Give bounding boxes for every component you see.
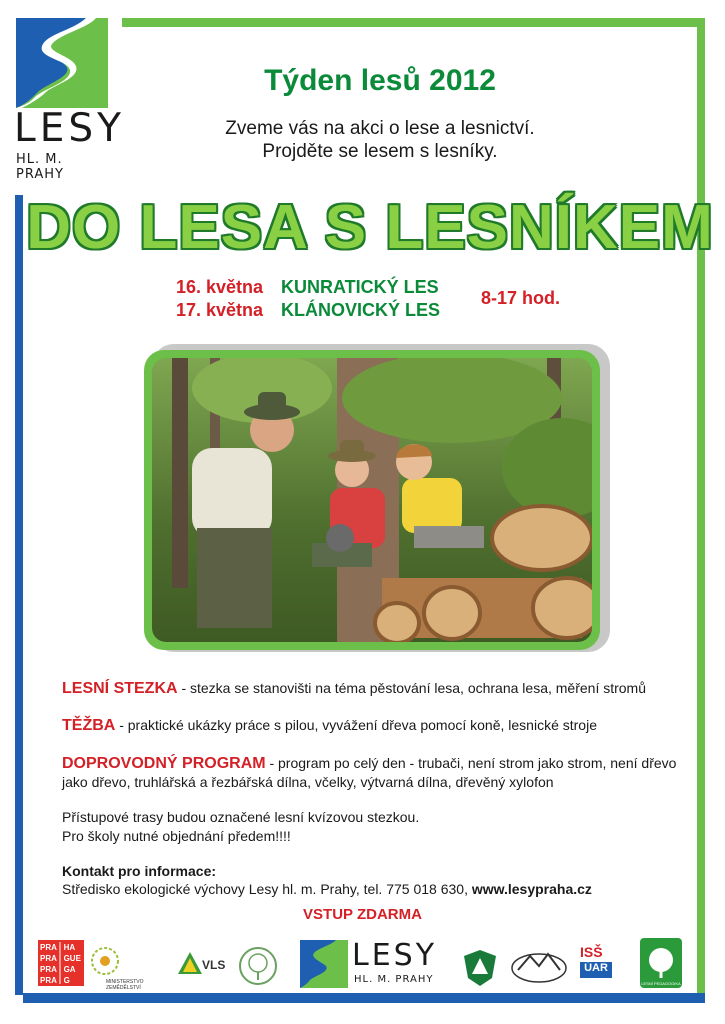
- lesy-partner-word: LESY: [352, 938, 438, 973]
- program-item-doprovodny: [62, 754, 692, 792]
- vls-triangle-icon: [178, 952, 202, 974]
- ministry-label: MINISTERSTVO ZEMĚDĚLSTVÍ: [106, 979, 144, 991]
- praha-tile: GUE: [63, 954, 81, 963]
- program-keyword: LESNÍ STEZKA: [62, 680, 178, 697]
- lesy-partner-logo: [300, 940, 440, 992]
- schedule-place-1: KUNRATICKÝ LES: [281, 277, 439, 297]
- schedule-place-2: KLÁNOVICKÝ LES: [281, 300, 441, 320]
- program-text: - praktické ukázky práce s pilou, vyvážení dřeva pomocí koně, lesnické stroje: [115, 717, 597, 733]
- lesy-partner-icon: [300, 940, 348, 988]
- shield-logo: [462, 948, 498, 988]
- contact-line: [62, 880, 692, 899]
- issuar-logo: [578, 944, 614, 988]
- praha-tile: PRA: [40, 943, 57, 952]
- contact-text: Středisko ekologické výchovy Lesy hl. m. Prahy, tel. 775 018 630,: [62, 881, 472, 897]
- note-line-1: Přístupové trasy budou označené lesní kvízovou stezkou.: [62, 809, 420, 825]
- lesni-pedagogika-label: LESNÍ PEDAGOGIKA: [641, 981, 681, 986]
- program-item-lesni-stezka: [62, 679, 692, 698]
- praha-tile: PRA: [40, 954, 57, 963]
- round-seal-logo: [238, 946, 278, 986]
- logo-subtitle: HL. M. PRAHY: [16, 152, 64, 182]
- uar-label: ÚAR: [580, 962, 612, 978]
- entry-free: VSTUP ZDARMA: [303, 906, 422, 923]
- issuar-label: ISŠ: [580, 944, 603, 960]
- praha-tile: HA: [63, 943, 76, 952]
- program-item-tezba: [62, 716, 692, 735]
- logo-word: LESY: [14, 106, 125, 151]
- event-title: Týden lesů 2012: [264, 64, 496, 97]
- program-keyword: DOPROVODNÝ PROGRAM: [62, 755, 266, 772]
- invite-line-1: Zveme vás na akci o lese a lesnictví.: [225, 118, 535, 139]
- frame-bottom-bar: [23, 993, 705, 1003]
- forest-photo-illustration: [152, 358, 592, 642]
- headline: DO LESA S LESNÍKEM: [26, 193, 714, 262]
- praha-logo: [38, 940, 84, 986]
- praha-tile: G: [63, 976, 70, 985]
- ministry-logo: [88, 946, 160, 991]
- vls-label: VLS: [202, 958, 226, 972]
- praha-tile: PRA: [40, 965, 57, 974]
- praha-tile: GA: [63, 965, 76, 974]
- lesy-logo: [14, 18, 125, 182]
- forest-photo: [144, 350, 600, 650]
- praha-tile: PRA: [40, 976, 57, 985]
- invite-line-2: Projděte se lesem s lesníky.: [262, 141, 498, 162]
- program-keyword: TĚŽBA: [62, 717, 116, 734]
- program-text: - program po celý den - trubači, není strom jako strom, není dřevo jako dřevo, truhlářská a řezbářská dílna, včelky, výtvarná dílna, dřevěný xylofon: [62, 755, 677, 790]
- lesy-partner-sub: HL. M. PRAHY: [354, 974, 434, 985]
- frame-right-bar: [697, 18, 705, 998]
- mountain-icon: [510, 946, 568, 986]
- frame-left-bar: [15, 195, 23, 995]
- program-text: - stezka se stanovišti na téma pěstování lesa, ochrana lesa, měření stromů: [177, 680, 647, 696]
- mountain-logo: [510, 946, 568, 986]
- tree-seal-icon: [238, 946, 278, 986]
- schedule-date-2: 17. května: [176, 300, 264, 320]
- frame-top-bar: [122, 18, 697, 27]
- contact-web-link[interactable]: www.lesypraha.cz: [471, 881, 592, 897]
- shield-icon: [462, 948, 498, 988]
- schedule-date-1: 16. května: [176, 277, 264, 297]
- note-line-2: Pro školy nutné objednání předem!!!!: [62, 828, 291, 844]
- contact-heading: Kontakt pro informace:: [62, 863, 217, 879]
- lesy-logo-icon: [16, 18, 108, 108]
- schedule-hours: 8-17 hod.: [481, 288, 561, 308]
- wheat-icon: [90, 946, 120, 976]
- lesni-pedagogika-logo: [640, 938, 682, 988]
- vls-logo: [176, 950, 232, 986]
